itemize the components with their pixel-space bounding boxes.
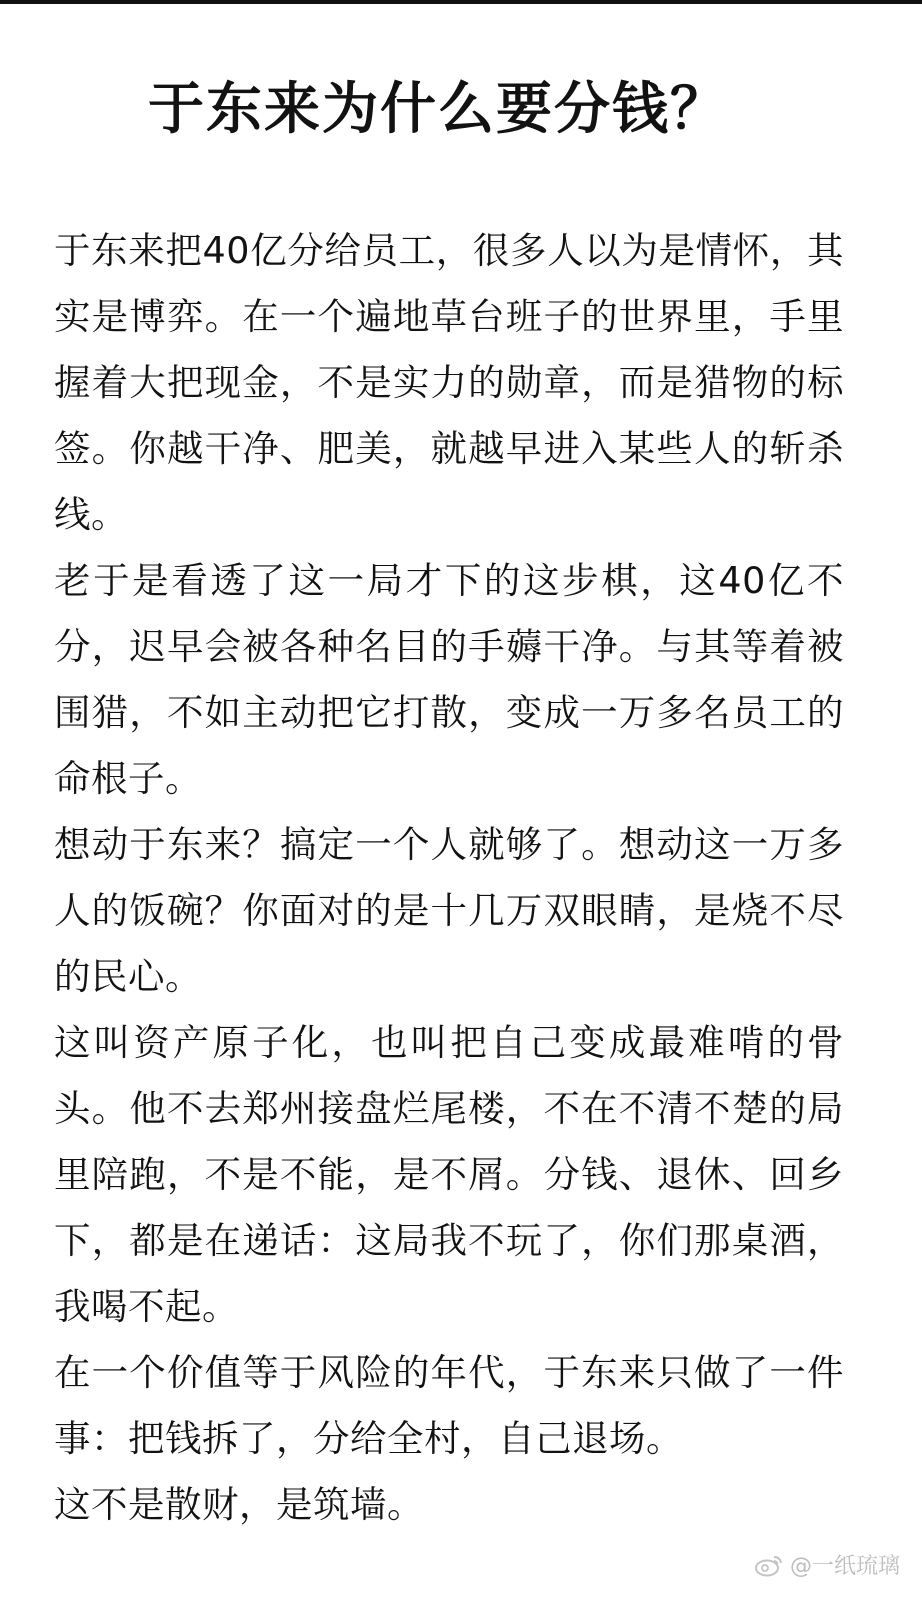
paragraph-4: 这叫资产原子化，也叫把自己变成最难啃的骨头。他不去郑州接盘烂尾楼，不在不清不楚的局里陪跑，不是不能，是不屑。分钱、退休、回乡下，都是在递话：这局我不玩了，你们那桌酒，我喝不起。 bbox=[54, 1021, 844, 1328]
paragraph-3: 想动于东来？搞定一个人就够了。想动这一万多人的饭碗？你面对的是十几万双眼睛，是烧不尽的民心。 bbox=[54, 823, 844, 998]
weibo-icon bbox=[754, 1553, 784, 1577]
page-title: 于东来为什么要分钱？ bbox=[148, 77, 728, 142]
paragraph-1: 于东来把40亿分给员工，很多人以为是情怀，其实是博弈。在一个遍地草台班子的世界里，手里握着大把现金，不是实力的勋章，而是猎物的标签。你越干净、肥美，就越早进入某些人的斩杀线。 bbox=[54, 229, 844, 536]
article-body bbox=[54, 218, 844, 1538]
paragraph-6: 这不是散财，是筑墙。 bbox=[54, 1483, 424, 1526]
watermark-text: @一纸琉璃 bbox=[789, 1554, 900, 1579]
top-border bbox=[0, 0, 922, 4]
paragraph-5: 在一个价值等于风险的年代，于东来只做了一件事：把钱拆了，分给全村，自己退场。 bbox=[54, 1351, 844, 1460]
paragraph-2: 老于是看透了这一局才下的这步棋，这40亿不分，迟早会被各种名目的手薅干净。与其等着被围猎，不如主动把它打散，变成一万多名员工的命根子。 bbox=[54, 559, 844, 800]
watermark bbox=[754, 1549, 900, 1580]
